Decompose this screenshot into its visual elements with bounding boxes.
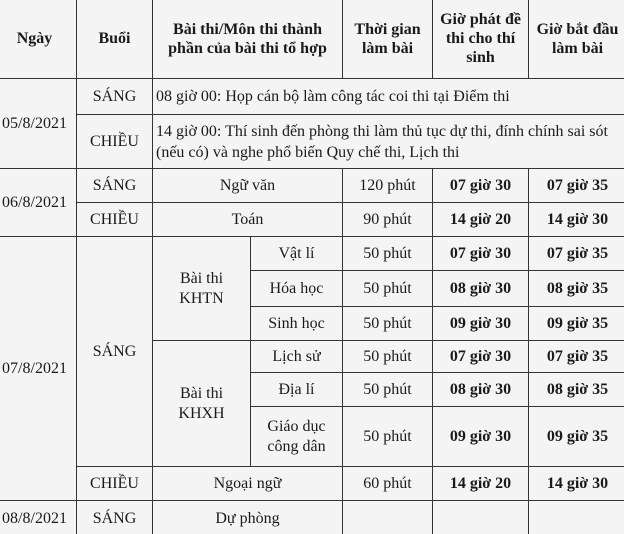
session-cell: SÁNG <box>77 237 153 467</box>
duration-cell: 50 phút <box>343 407 433 467</box>
subject-cell: Hóa học <box>251 271 343 307</box>
paper-time-cell <box>433 501 529 534</box>
session-cell: SÁNG <box>77 501 153 534</box>
subject-cell: Địa lí <box>251 373 343 407</box>
session-cell: SÁNG <box>77 79 153 115</box>
paper-time-cell: 09 giờ 30 <box>433 407 529 467</box>
start-time-cell: 14 giờ 30 <box>529 467 624 501</box>
header-paper-time: Giờ phát đề thi cho thí sinh <box>433 0 529 79</box>
paper-time-cell: 14 giờ 20 <box>433 203 529 237</box>
subject-cell: Vật lí <box>251 237 343 271</box>
start-time-cell: 14 giờ 30 <box>529 203 624 237</box>
date-cell: 05/8/2021 <box>0 79 77 169</box>
start-time-cell <box>529 501 624 534</box>
date-cell: 06/8/2021 <box>0 169 77 237</box>
duration-cell <box>343 501 433 534</box>
subject-cell: Sinh học <box>251 307 343 341</box>
duration-cell: 50 phút <box>343 237 433 271</box>
group-cell-khtn: Bài thi KHTN <box>153 237 251 341</box>
table-row <box>0 501 624 534</box>
subject-cell: Lịch sử <box>251 341 343 373</box>
table-row <box>0 115 624 169</box>
start-time-cell: 07 giờ 35 <box>529 169 624 203</box>
session-cell: CHIỀU <box>77 115 153 169</box>
date-cell: 08/8/2021 <box>0 501 77 534</box>
start-time-cell: 08 giờ 35 <box>529 373 624 407</box>
start-time-cell: 07 giờ 35 <box>529 341 624 373</box>
table-row <box>0 467 624 501</box>
header-row <box>0 0 624 79</box>
table-row <box>0 169 624 203</box>
duration-cell: 60 phút <box>343 467 433 501</box>
session-cell: SÁNG <box>77 169 153 203</box>
header-start-time: Giờ bắt đầu làm bài <box>529 0 624 79</box>
paper-time-cell: 07 giờ 30 <box>433 237 529 271</box>
note-cell: 08 giờ 00: Họp cán bộ làm công tác coi thi tại Điểm thi <box>153 79 624 115</box>
start-time-cell: 09 giờ 35 <box>529 407 624 467</box>
header-duration: Thời gian làm bài <box>343 0 433 79</box>
note-cell: 14 giờ 00: Thí sinh đến phòng thi làm thủ tục dự thi, đính chính sai sót (nếu có) và nghe phổ biến Quy chế thi, Lịch thi <box>153 115 624 169</box>
duration-cell: 90 phút <box>343 203 433 237</box>
table-row <box>0 79 624 115</box>
table-row <box>0 203 624 237</box>
session-cell: CHIỀU <box>77 203 153 237</box>
duration-cell: 50 phút <box>343 341 433 373</box>
header-session: Buổi <box>77 0 153 79</box>
duration-cell: 50 phút <box>343 271 433 307</box>
subject-cell: Dự phòng <box>153 501 343 534</box>
session-cell: CHIỀU <box>77 467 153 501</box>
start-time-cell: 08 giờ 35 <box>529 271 624 307</box>
subject-cell: Giáo dục công dân <box>251 407 343 467</box>
start-time-cell: 09 giờ 35 <box>529 307 624 341</box>
subject-cell: Ngữ văn <box>153 169 343 203</box>
table-row <box>0 237 624 271</box>
duration-cell: 120 phút <box>343 169 433 203</box>
paper-time-cell: 08 giờ 30 <box>433 271 529 307</box>
paper-time-cell: 09 giờ 30 <box>433 307 529 341</box>
header-date: Ngày <box>0 0 77 79</box>
paper-time-cell: 14 giờ 20 <box>433 467 529 501</box>
paper-time-cell: 07 giờ 30 <box>433 341 529 373</box>
paper-time-cell: 07 giờ 30 <box>433 169 529 203</box>
paper-time-cell: 08 giờ 30 <box>433 373 529 407</box>
group-cell-khxh: Bài thi KHXH <box>153 341 251 467</box>
subject-cell: Ngoại ngữ <box>153 467 343 501</box>
start-time-cell: 07 giờ 35 <box>529 237 624 271</box>
duration-cell: 50 phút <box>343 373 433 407</box>
subject-cell: Toán <box>153 203 343 237</box>
date-cell: 07/8/2021 <box>0 237 77 501</box>
duration-cell: 50 phút <box>343 307 433 341</box>
header-subject: Bài thi/Môn thi thành phần của bài thi tổ hợp <box>153 0 343 79</box>
